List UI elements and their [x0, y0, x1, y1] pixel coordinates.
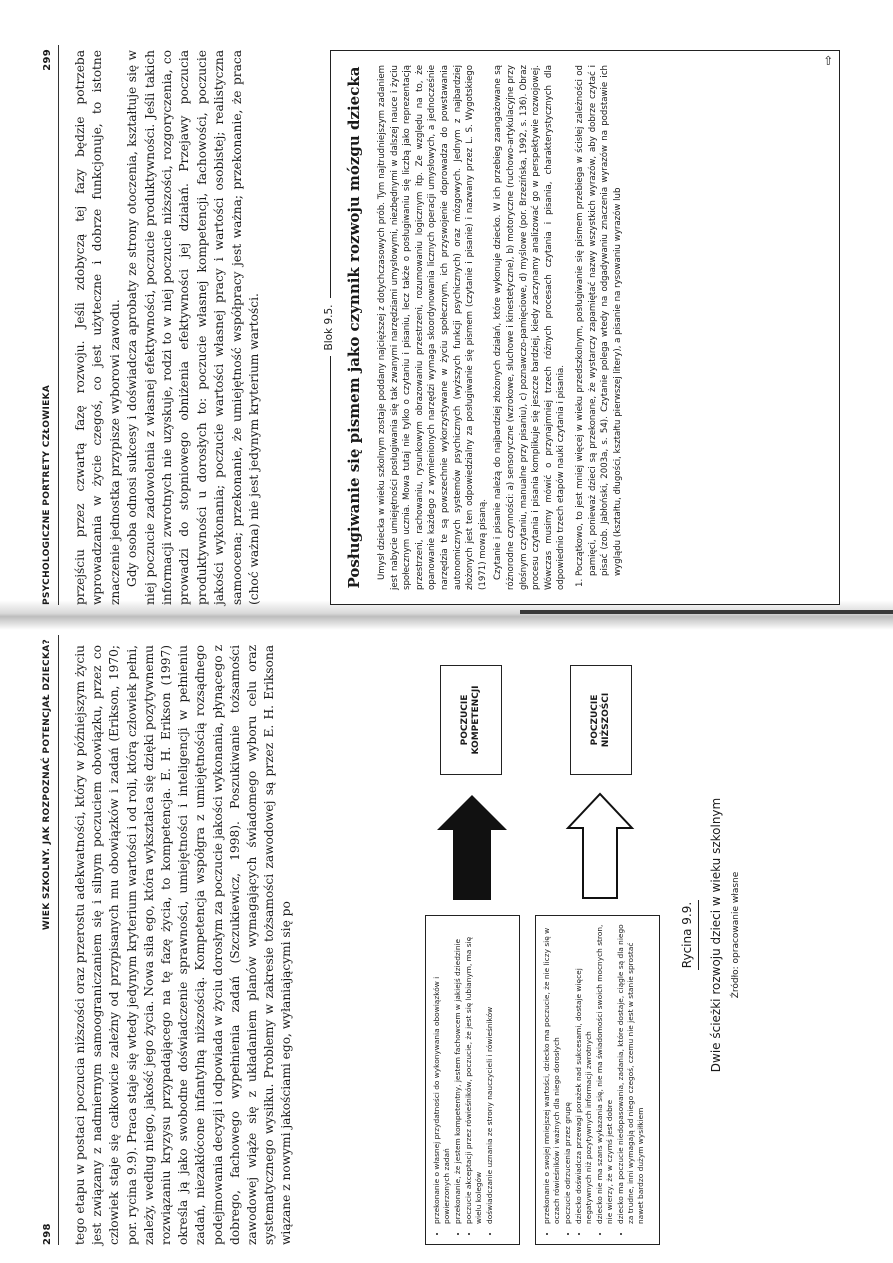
box-paragraph: Umysł dziecka w wieku szkolnym zostaje poddany najcięższej z dotychczasowych prób. Tym najtrudniejszym zadaniem jest nabycie umiejętności posługiwania się tak zwanymi narzędziami umysłowymi, niezbędnymi w dalszej nauce i życiu społecznym ucznia. Mowa tutaj nie tylko o czytaniu i pisaniu, lecz także o posługiwaniu się liczbą jako reprezentacją przestrzeni, rachowaniu, rysunkowym obrazowaniu przestrzeni, rozumowaniu logicznym itp. Ze względu na to, że opanowanie każdego z wymienionych narzędzi wymaga skoordynowania licznych operacji umysłowych, a jednocześnie narzędzia te są powszechnie wykorzystywane w życiu społecznym, ich przyswojenie doprowadza do powstawania autonomicznych systemów psychicznych (wyższych funkcji psychicznych) oraz mózgowych. Jednym z najbardziej złożonych jest ten odpowiedzialny za posługiwanie się pismem (czytanie i pisanie) i nazwany przez L. S. Wygotskiego (1971) mową pisaną.	[377, 65, 488, 590]
list-item: • poczucie odrzucenia przez grupę	[563, 924, 573, 1224]
paragraph: tego etapu w postaci poczucia niższości oraz przerostu adekwatności, który w późniejszym życiu jest związany z nadmiernym samoograniczaniem się i silnym poczuciem obowiązku, przez co człowiek staje się całkowicie zależny od przypisanych mu obowiązków i zadań (Erikson, 1970; por. rycina 9.9). Praca staje się wtedy jedynym kryterium wartości i od roli, którą człowiek pełni, zależy, według niego, jakość jego życia. Nowa siła ego, która wykształca się dzięki pozytywnemu rozwiązaniu kryzysu przypadającego na tę fazę życia, to kompetencja. E. H. Erikson (1997) określa ją jako swobodne doświadczenie sprawności, umiejętności i inteligencji w pełnieniu zadań, niezakłócone infantylną niższością. Kompetencja współgra z umiejętnością rozsądnego podejmowania decyzji i odpowiada w życiu dorosłym za poczucie jakości wykonania, płynącego z dobrego, fachowego wypełnienia zadań (Szczukiewicz, 1998). Poszukiwanie tożsamości zawodowej wiąże się z układaniem planów wymagających świadomego wyboru celu oraz systematycznego wysiłku. Problemy w zakresie tożsamości zawodowej są przez E. H. Eriksona wiązane z nowymi jakościami ego, wyłaniającymi się po	[73, 645, 294, 1245]
box-paragraph: Czytanie i pisanie należą do najbardziej złożonych działań, które wykonuje dziecko. W ich przebieg zaangażowane są różnorodne czynności: a) sensoryczne (wzrokowe, słuchowe i kinestetyczne), b) motoryczne (ruchowo-artykulacyjne przy głośnym czytaniu, manualne przy pisaniu), c) poznawczo-pamięciowe, d) myślowe (por. Brzezińska, 1992, s. 136). Obraz procesu czytania i pisania komplikuje się jeszcze bardziej, kiedy zaczynamy analizować go w perspektywie rozwojowej. Wówczas musimy mówić o przynajmniej trzech różnych procesach czytania i pisania, charakterystycznych dla odpowiednio trzech etapów nauki czytania i pisania.	[493, 65, 567, 590]
body-text	[72, 50, 263, 605]
list-item: • dziecko nie ma szans wykazania się, nie ma świadomości swoich mocnych stron, nie wierzy, że w czymś jest dobre	[595, 924, 615, 1224]
header-rule	[58, 635, 59, 1245]
header-rule	[58, 45, 59, 605]
gutter-crease	[520, 610, 893, 614]
list-item: • przekonanie o własnej przydatności do wykonywania obowiązków i powierzonych zadań	[432, 924, 452, 1224]
list-item: • przekonanie, że jestem kompetentny, jestem fachowcem w jakiejś dziedzinie	[453, 924, 463, 1224]
list-item: • doświadczanie uznania ze strony nauczycieli i rówieśników	[485, 924, 495, 1224]
paragraph: przejściu przez czwartą fazę rozwoju. Jeśli zdobyczą tej fazy będzie potrzeba wprowadzania w życie czegoś, co jest użyteczne i dobrze funkcjonuje, to istotne znaczenie jednostka przypisze wyborowi zawodu.	[73, 50, 122, 605]
list-item: • dziecko ma poczucie niedopasowania, zadania, które dostaje, ciągle są dla niego za trudne, inni wymagają od niego czegoś, czemu nie jest w stanie sprostać nawet bardzo dużym wysiłkiem	[616, 924, 646, 1224]
list-item: 1. Początkowo, to jest mniej więcej w wieku przedszkolnym, posługiwanie się pismem przebiega w ścisłej zależności od pamięci, ponieważ dzieci są przekonane, że wystarczy zapamiętać nazwy wszystkich wyrazów, aby dobrze czytać i pisać (zob. Jabłoński, 2003a, s. 54). Czytanie polega wtedy na odgadywaniu znaczenia wyrazów na podstawie ich wyglądu (kształtu, długości, kształtu pierwszej litery), a pisanie na rysowaniu wyrazów lub	[574, 65, 624, 576]
figure-upper-panel	[425, 915, 520, 1245]
running-head	[42, 635, 58, 1245]
list-item: • przekonanie o swojej mniejszej wartości, dziecko ma poczucie, że nie liczy się w oczach rówieśników i ważnych dla niego dorosłych	[542, 924, 562, 1224]
page-298	[30, 635, 850, 1245]
caption-rule	[698, 900, 699, 970]
list-item: • poczucie akceptacji przez rówieśników, poczucie, że jest się lubianym, ma się wielu kolegów	[464, 924, 484, 1224]
figure-lower-panel	[535, 915, 660, 1245]
page-number: 299	[42, 49, 53, 71]
figure-caption	[680, 665, 741, 1205]
list-item: • dziecko doświadcza przewagi porażek nad sukcesami, dostaje więcej negatywnych niż pozytywnych informacji zwrotnych	[574, 924, 594, 1224]
arrow-right-outline-icon	[565, 790, 635, 900]
box-title: Posługiwanie się pismem jako czynnik rozwoju mózgu dziecka	[345, 66, 363, 589]
page-299	[30, 45, 850, 605]
continue-arrow-icon: ⇨	[821, 55, 835, 66]
running-title: PSYCHOLOGICZNE PORTRETY CZŁOWIEKA	[42, 384, 52, 605]
figure-number: Rycina 9.9.	[680, 901, 694, 969]
label-competence: POCZUCIE KOMPETENCJI	[440, 665, 502, 775]
running-head	[42, 45, 58, 605]
box-list	[574, 65, 624, 590]
paragraph: Gdy osoba odnosi sukcesy i doświadcza aprobaty ze strony otoczenia, kształtuje się w niej poczucie zadowolenia z własnej efektywności, poczucie produktywności. Jeśli takich informacji zwrotnych nie uzyskuje, rodzi to w niej poczucie niższości, rozgoryczenia, co prowadzi do stopniowego obniżenia efektywności jej działań. Przejawy poczucia produktywności u dorosłych to: poczucie własnej kompetencji, fachowości, poczucie jakości wykonania; poczucie wartości własnej pracy i wartości osobistej; realistyczna samoocena; przekonanie, że umiejętność współpracy jest ważna; przekonanie, że praca (choć ważna) nie jest jedynym kryterium wartości.	[125, 50, 262, 605]
body-text	[72, 645, 296, 1245]
running-title: WIEK SZKOLNY. JAK ROZPOZNAĆ POTENCJAŁ DZIECKA?	[42, 639, 52, 931]
info-box	[323, 50, 840, 605]
figure-title: Dwie ścieżki rozwoju dzieci w wieku szkolnym	[709, 797, 723, 1073]
box-label: Blok 9.5.	[323, 65, 335, 590]
arrow-right-icon	[435, 790, 510, 900]
figure-source: Źródło: opracowanie własne	[731, 871, 741, 999]
page-number: 298	[42, 1223, 53, 1245]
label-inferiority: POCZUCIE NIŻSZOŚCI	[570, 665, 632, 775]
